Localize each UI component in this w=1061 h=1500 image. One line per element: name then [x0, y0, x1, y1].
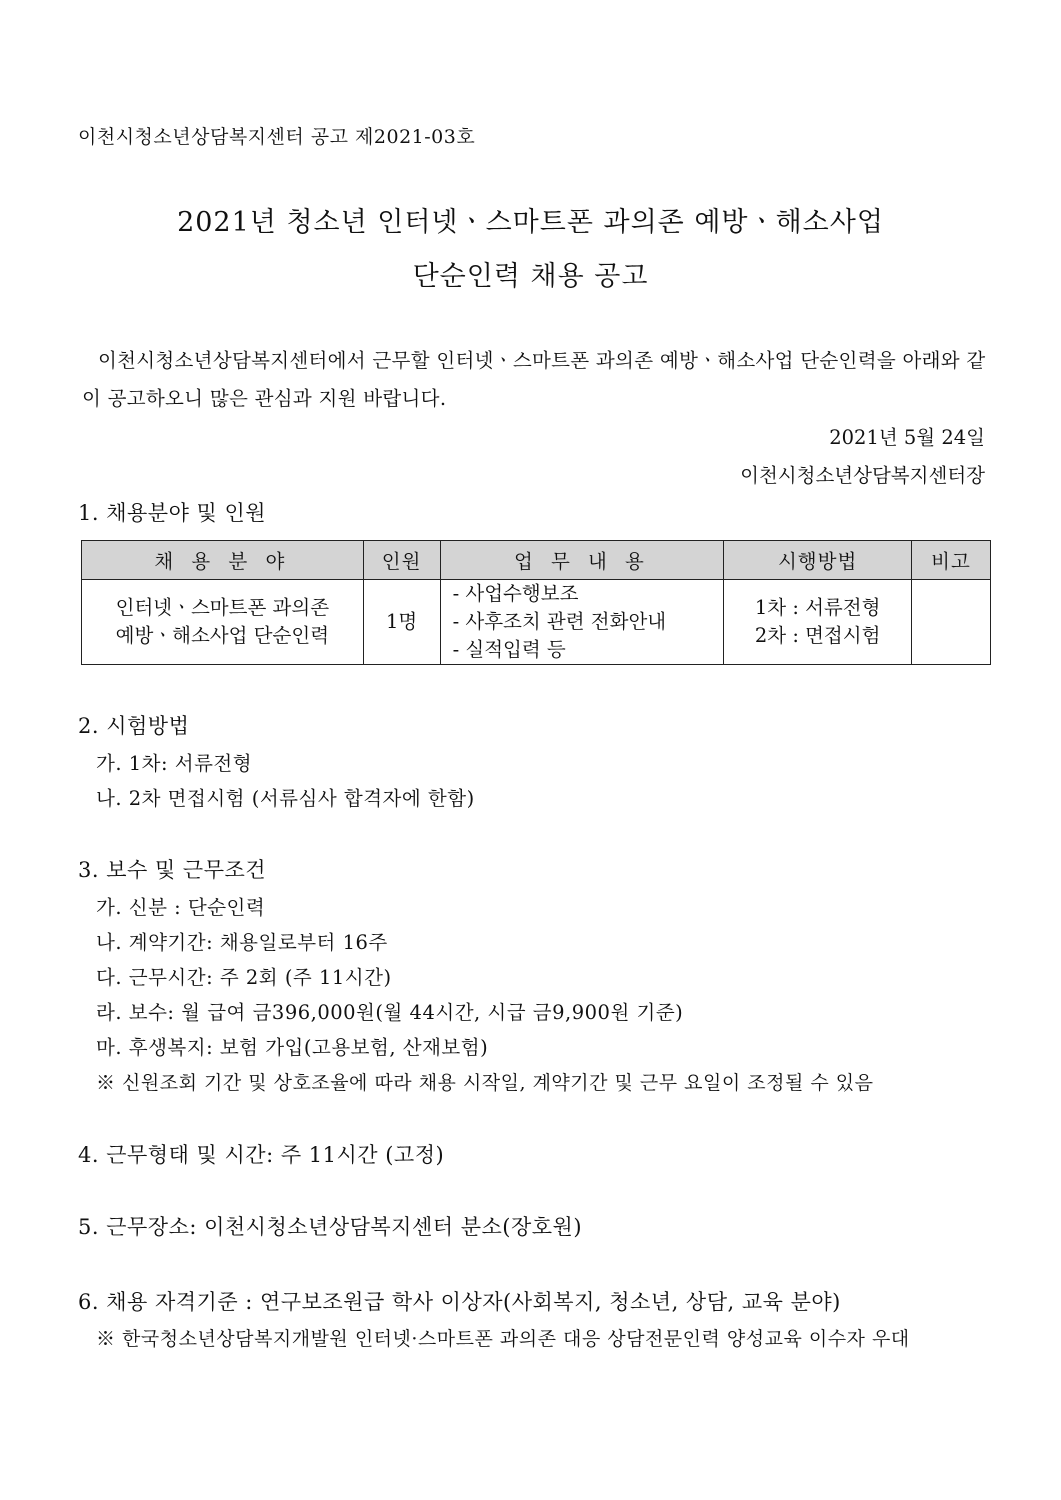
notice-number: 이천시청소년상담복지센터 공고 제2021-03호	[78, 126, 476, 148]
notice-date: 2021년 5월 24일	[829, 426, 985, 449]
duty-item: - 사업수행보조	[452, 582, 579, 605]
duty-item: - 실적입력 등	[452, 638, 566, 661]
cell-duties	[440, 580, 724, 665]
intro-paragraph: 이천시청소년상담복지센터에서 근무할 인터넷ㆍ스마트폰 과의존 예방ㆍ해소사업 단순인력을 아래와 같이 공고하오니 많은 관심과 지원 바랍니다.	[82, 349, 986, 410]
field-line1: 인터넷ㆍ스마트폰 과의존	[115, 596, 330, 619]
section-1-heading: 1. 채용분야 및 인원	[78, 501, 267, 525]
section-6-heading: 6. 채용 자격기준 : 연구보조원급 학사 이상자(사회복지, 청소년, 상담, 교육 분야)	[78, 1290, 841, 1314]
recruitment-table	[81, 540, 991, 665]
cell-field	[82, 580, 364, 665]
document-title-line2: 단순인력 채용 공고	[412, 261, 649, 292]
method-line2: 2차 : 면접시험	[754, 624, 881, 647]
section-3-item: 라. 보수: 월 급여 금396,000원(월 44시간, 시급 금9,900원 기준)	[96, 1001, 684, 1024]
section-2-item: 가. 1차: 서류전형	[96, 752, 253, 775]
section-5-heading: 5. 근무장소: 이천시청소년상담복지센터 분소(장호원)	[78, 1215, 583, 1239]
section-3-item: 나. 계약기간: 채용일로부터 16주	[96, 931, 388, 954]
header-method: 시행방법	[724, 541, 912, 580]
header-duties: 업 무 내 용	[440, 541, 724, 580]
section-3-item: 다. 근무시간: 주 2회 (주 11시간)	[96, 966, 392, 989]
table-header-row	[82, 541, 991, 580]
duty-item: - 사후조치 관련 전화안내	[452, 610, 667, 633]
cell-method	[724, 580, 912, 665]
section-3-note: ※ 신원조회 기간 및 상호조율에 따라 채용 시작일, 계약기간 및 근무 요일이 조정될 수 있음	[96, 1072, 874, 1094]
document-title-line1: 2021년 청소년 인터넷ㆍ스마트폰 과의존 예방ㆍ해소사업	[177, 207, 884, 238]
table-row	[82, 580, 991, 665]
method-line1: 1차 : 서류전형	[754, 596, 881, 619]
field-line2: 예방ㆍ해소사업 단순인력	[115, 624, 330, 647]
cell-count: 1명	[363, 580, 440, 665]
section-3-item: 가. 신분 : 단순인력	[96, 896, 266, 919]
section-3-item: 마. 후생복지: 보험 가입(고용보험, 산재보험)	[96, 1036, 489, 1059]
section-2-heading: 2. 시험방법	[78, 714, 190, 738]
cell-remarks	[912, 580, 991, 665]
section-3-heading: 3. 보수 및 근무조건	[78, 858, 267, 882]
signer: 이천시청소년상담복지센터장	[740, 464, 985, 487]
header-count: 인원	[363, 541, 440, 580]
section-4-heading: 4. 근무형태 및 시간: 주 11시간 (고정)	[78, 1143, 445, 1167]
header-field: 채 용 분 야	[82, 541, 364, 580]
header-remarks: 비고	[912, 541, 991, 580]
section-2-item: 나. 2차 면접시험 (서류심사 합격자에 한함)	[96, 787, 475, 810]
section-6-note: ※ 한국청소년상담복지개발원 인터넷·스마트폰 과의존 대응 상담전문인력 양성교육 이수자 우대	[96, 1328, 910, 1350]
